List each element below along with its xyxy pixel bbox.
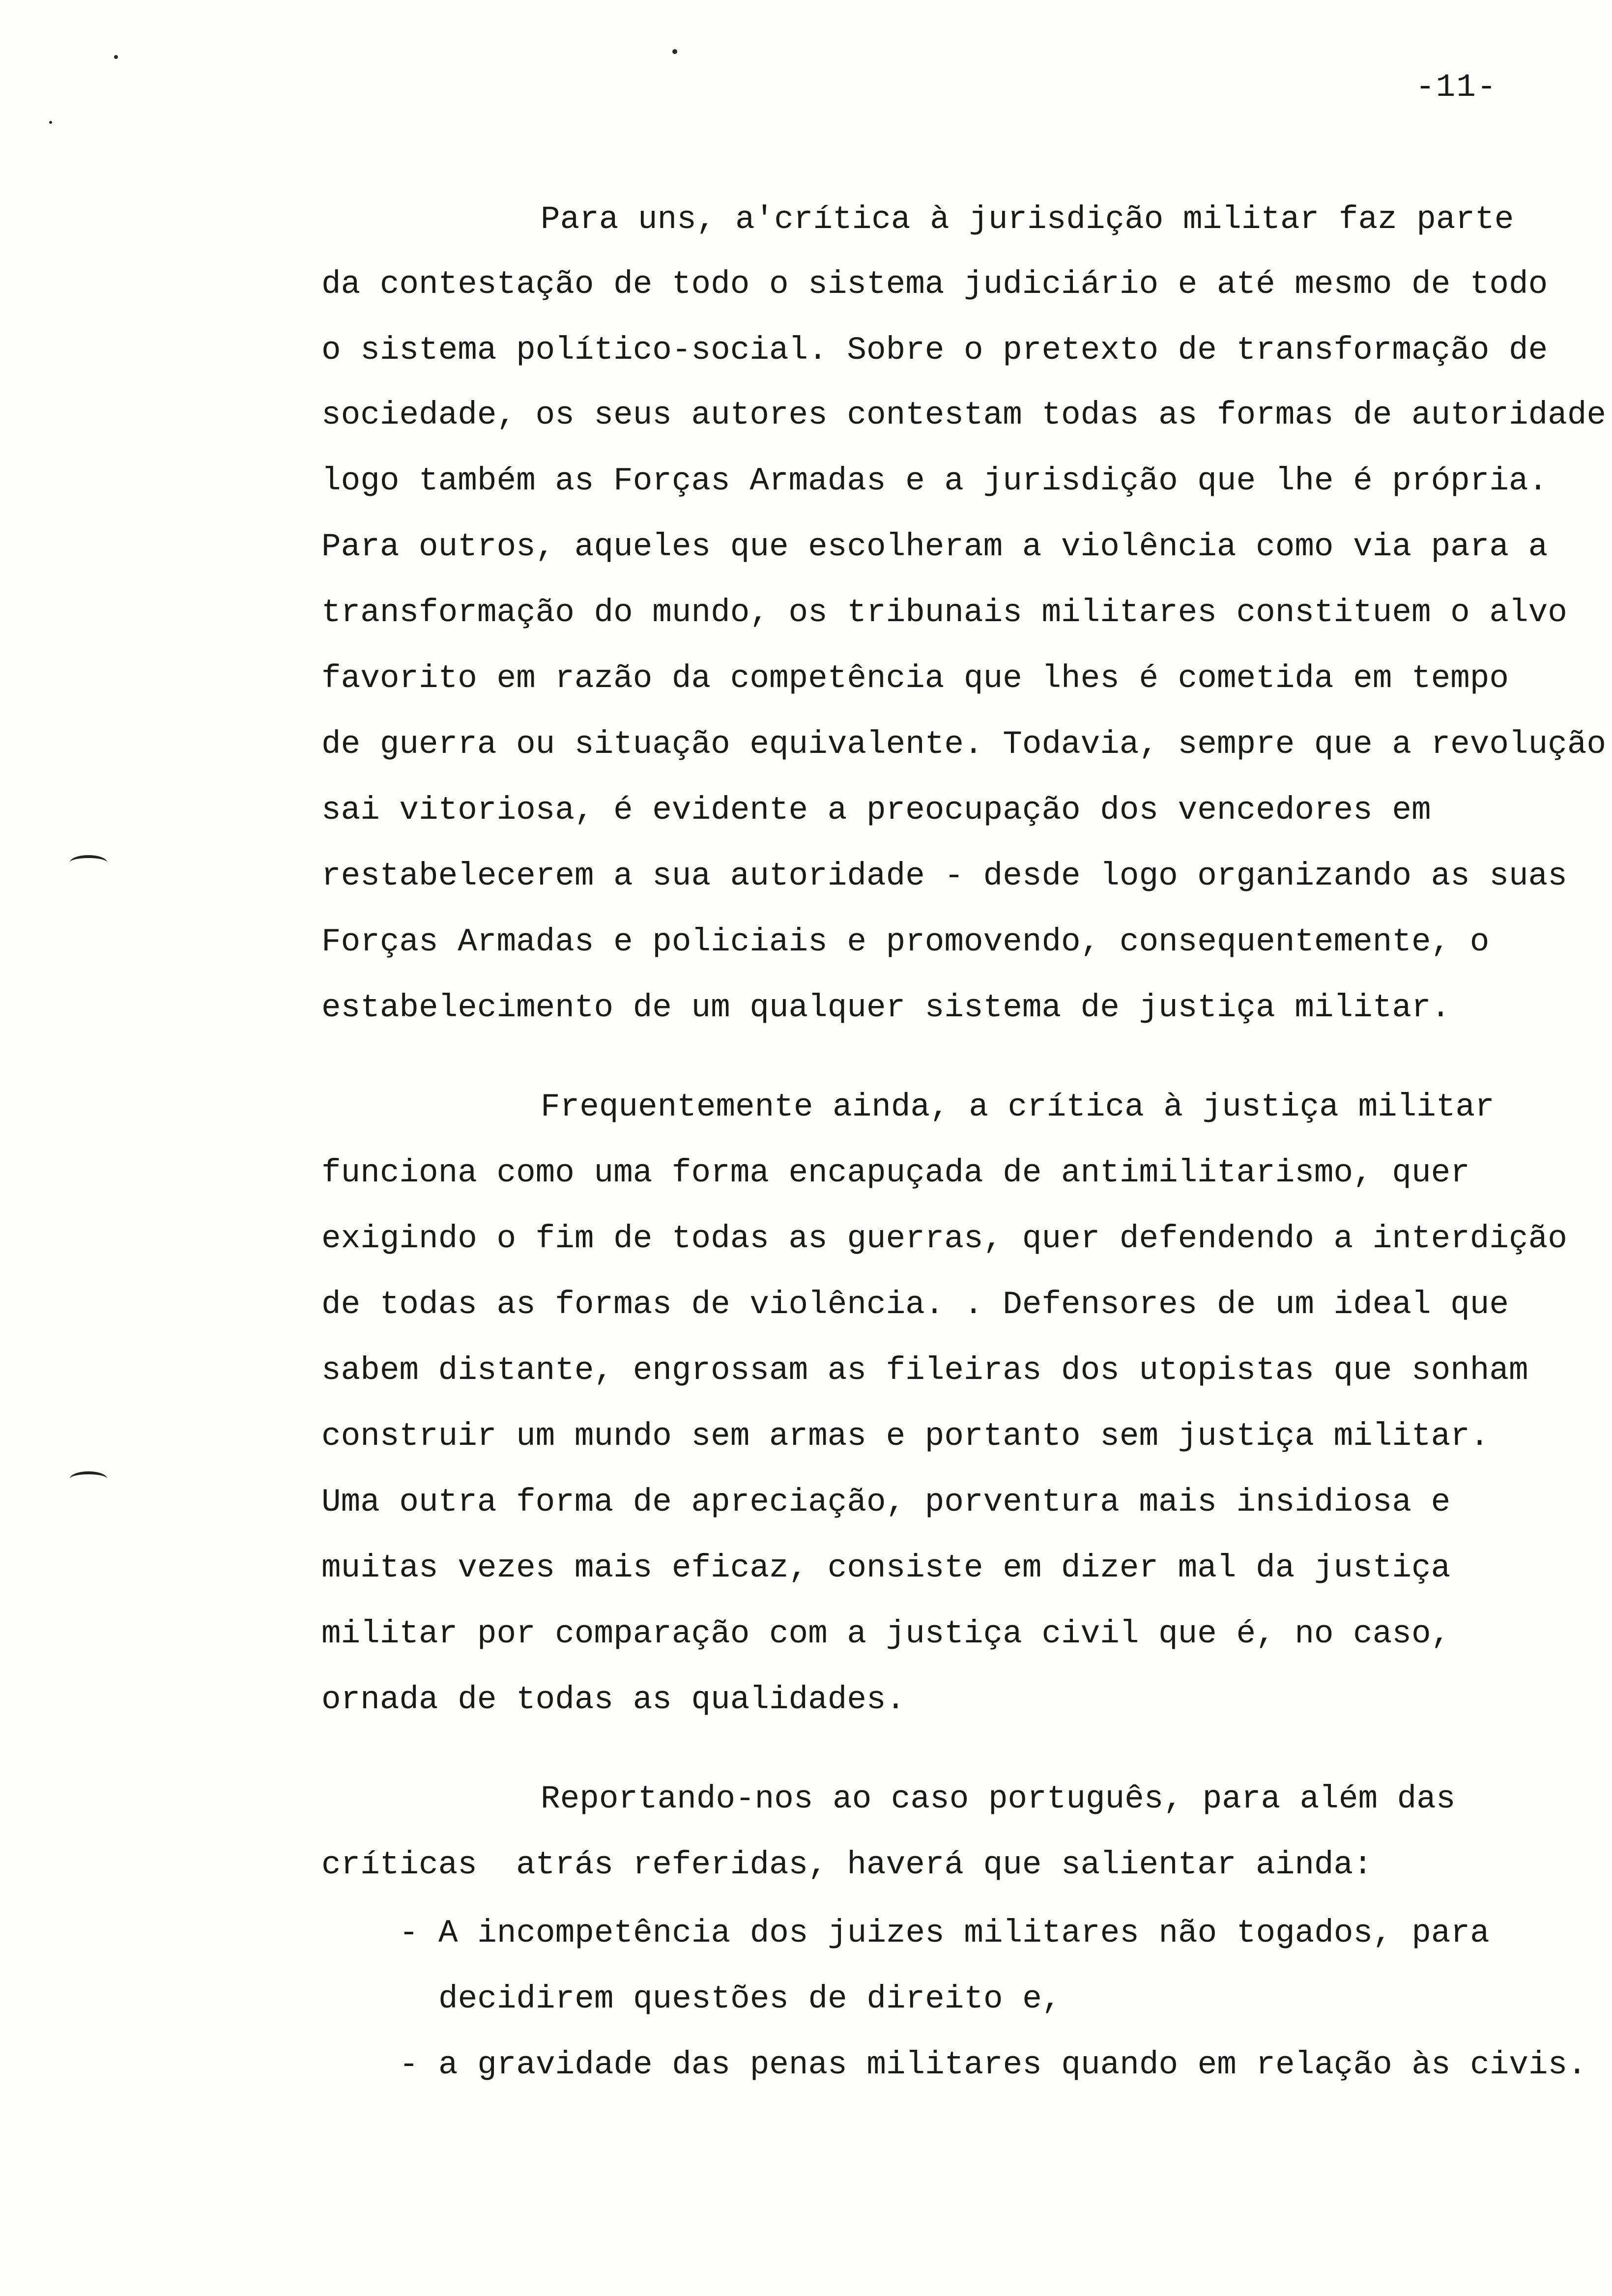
- scan-speck: [672, 49, 677, 54]
- text-line: sociedade, os seus autores contestam todas as formas de autoridade: [321, 397, 1607, 433]
- text-line: a gravidade das penas militares quando em relação às civis.: [438, 2046, 1587, 2083]
- list-bullet: -: [399, 1915, 419, 1952]
- text-line: Para uns, a'crítica à jurisdição militar faz parte: [541, 201, 1514, 238]
- text-line: logo também as Forças Armadas e a jurisdição que lhe é própria.: [321, 462, 1548, 499]
- text-line: funciona como uma forma encapuçada de antimilitarismo, quer: [321, 1154, 1470, 1191]
- text-line: Frequentemente ainda, a crítica à justiça militar: [541, 1089, 1495, 1125]
- text-line: favorito em razão da competência que lhes é cometida em tempo: [321, 660, 1509, 697]
- page-number: -11-: [1415, 69, 1497, 106]
- scan-mark: [70, 855, 107, 870]
- text-line: de guerra ou situação equivalente. Todavia, sempre que a revolução: [321, 726, 1607, 763]
- scan-mark: [70, 1471, 107, 1486]
- text-line: sabem distante, engrossam as fileiras dos utopistas que sonham: [321, 1352, 1528, 1389]
- text-line: Uma outra forma de apreciação, porventura mais insidiosa e: [321, 1484, 1451, 1521]
- text-line: Reportando-nos ao caso português, para além das: [541, 1780, 1456, 1817]
- text-line: da contestação de todo o sistema judiciário e até mesmo de todo: [321, 266, 1548, 303]
- text-line: de todas as formas de violência. . Defensores de um ideal que: [321, 1286, 1509, 1323]
- text-line: ornada de todas as qualidades.: [321, 1681, 906, 1718]
- scan-speck: [49, 121, 52, 124]
- text-line: exigindo o fim de todas as guerras, quer defendendo a interdição: [321, 1220, 1567, 1257]
- text-line: militar por comparação com a justiça civil que é, no caso,: [321, 1615, 1451, 1652]
- scan-speck: [114, 55, 118, 59]
- text-line: muitas vezes mais eficaz, consiste em dizer mal da justiça: [321, 1550, 1451, 1586]
- list-bullet: -: [399, 2046, 419, 2083]
- text-line: o sistema político-social. Sobre o pretexto de transformação de: [321, 332, 1548, 369]
- text-line: restabelecerem a sua autoridade - desde logo organizando as suas: [321, 858, 1567, 894]
- text-line: decidirem questões de direito e,: [438, 1980, 1062, 2017]
- text-line: construir um mundo sem armas e portanto sem justiça militar.: [321, 1418, 1490, 1455]
- text-line: Forças Armadas e policiais e promovendo, consequentemente, o: [321, 923, 1490, 960]
- text-line: A incompetência dos juizes militares não togados, para: [438, 1915, 1490, 1952]
- text-line: Para outros, aqueles que escolheram a violência como via para a: [321, 528, 1548, 565]
- text-line: sai vitoriosa, é evidente a preocupação dos vencedores em: [321, 792, 1431, 829]
- text-line: transformação do mundo, os tribunais militares constituem o alvo: [321, 594, 1567, 631]
- text-line: críticas atrás referidas, haverá que salientar ainda:: [321, 1846, 1373, 1883]
- text-line: estabelecimento de um qualquer sistema de justiça militar.: [321, 989, 1451, 1026]
